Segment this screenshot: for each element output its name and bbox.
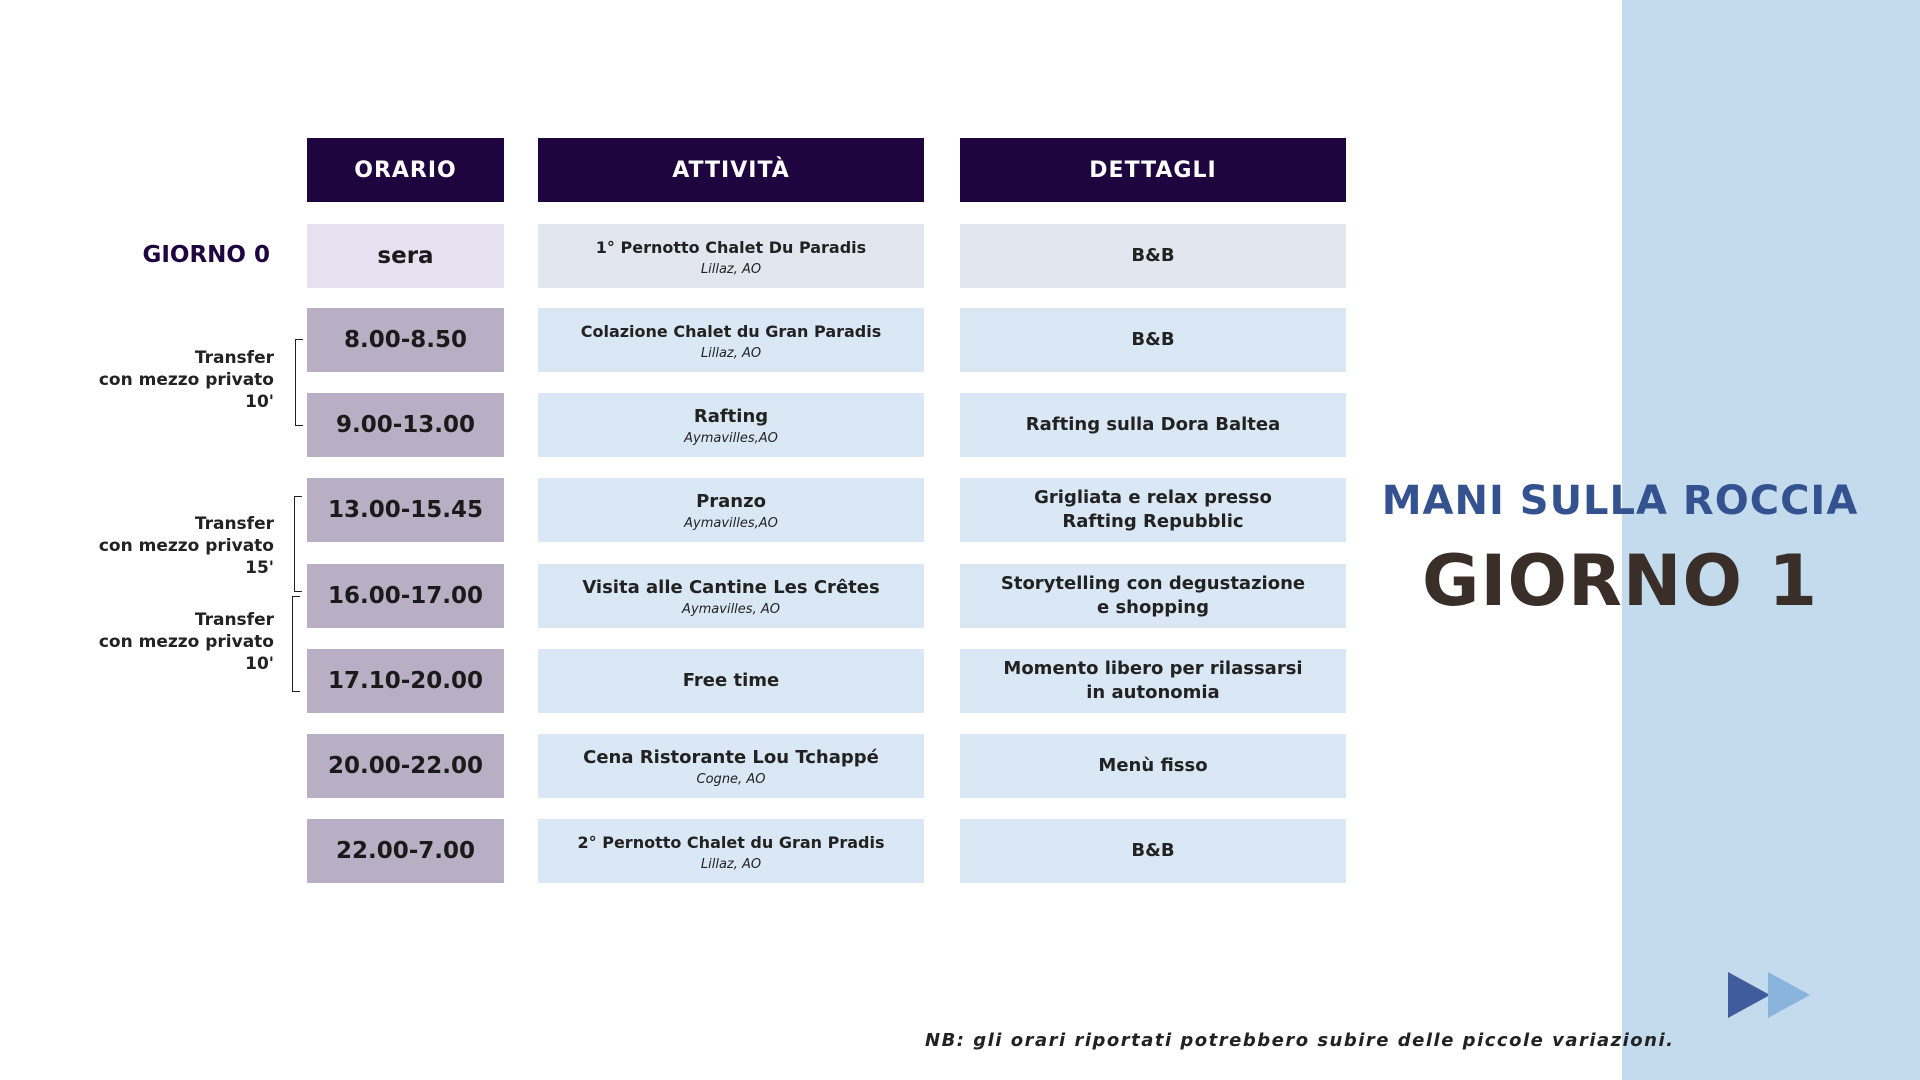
time-cell xyxy=(307,649,504,713)
transfer-line: Transfer xyxy=(194,514,274,534)
day-label: GIORNO 0 xyxy=(142,242,270,268)
activity-name: Rafting xyxy=(693,405,769,427)
transfer-line: 10' xyxy=(245,392,274,412)
time-cell xyxy=(307,224,504,288)
activity-name: Cena Ristorante Lou Tchappé xyxy=(583,746,879,768)
time-text: 9.00-13.00 xyxy=(335,412,476,438)
activity-cell xyxy=(538,478,924,542)
activity-cell xyxy=(538,564,924,628)
details-text: Momento libero per rilassarsi in autonomia xyxy=(1003,658,1303,703)
details-cell xyxy=(960,393,1346,457)
transfer-line: con mezzo privato xyxy=(98,536,274,556)
time-text: 13.00-15.45 xyxy=(327,497,484,523)
time-cell xyxy=(307,478,504,542)
header-orario: ORARIO xyxy=(307,138,504,202)
activity-name: Colazione Chalet du Gran Paradis xyxy=(580,321,882,341)
details-cell xyxy=(960,649,1346,713)
activity-cell xyxy=(538,649,924,713)
header-attivita: ATTIVITÀ xyxy=(538,138,924,202)
time-text: 16.00-17.00 xyxy=(327,583,484,609)
activity-location: Lillaz, AO xyxy=(700,261,762,277)
activity-location: Lillaz, AO xyxy=(700,345,762,361)
details-cell xyxy=(960,308,1346,372)
transfer-line: 10' xyxy=(245,654,274,674)
activity-location: Aymavilles,AO xyxy=(684,430,778,446)
details-text: B&B xyxy=(1131,840,1175,861)
details-text: Storytelling con degustazione e shopping xyxy=(1000,573,1306,618)
transfer-line: con mezzo privato xyxy=(98,632,274,652)
time-cell xyxy=(307,819,504,883)
transfer-bracket xyxy=(295,339,303,426)
transfer-note xyxy=(99,347,274,413)
time-text: 22.00-7.00 xyxy=(335,838,476,864)
details-cell xyxy=(960,734,1346,798)
activity-name: Free time xyxy=(682,670,780,691)
activity-location: Cogne, AO xyxy=(696,771,766,787)
transfer-line: Transfer xyxy=(194,610,274,630)
time-text: 20.00-22.00 xyxy=(327,753,484,779)
activity-name: 1° Pernotto Chalet Du Paradis xyxy=(595,237,867,257)
time-cell xyxy=(307,393,504,457)
title-subtitle: MANI SULLA ROCCIA xyxy=(1381,478,1859,524)
time-cell xyxy=(307,308,504,372)
time-text: sera xyxy=(377,243,434,269)
time-text: 17.10-20.00 xyxy=(327,668,484,694)
details-cell xyxy=(960,564,1346,628)
activity-location: Aymavilles, AO xyxy=(682,601,780,617)
activity-cell xyxy=(538,308,924,372)
activity-name: Pranzo xyxy=(696,490,766,512)
activity-name: Visita alle Cantine Les Crêtes xyxy=(582,576,880,598)
activity-cell xyxy=(538,734,924,798)
transfer-note xyxy=(99,609,274,675)
details-text: B&B xyxy=(1131,329,1175,350)
time-cell xyxy=(307,734,504,798)
activity-cell xyxy=(538,819,924,883)
time-text: 8.00-8.50 xyxy=(343,327,468,353)
activity-name: 2° Pernotto Chalet du Gran Pradis xyxy=(577,832,885,852)
details-text: B&B xyxy=(1131,245,1175,266)
fast-forward-icon[interactable] xyxy=(1728,970,1812,1020)
transfer-line: 15' xyxy=(245,558,274,578)
transfer-bracket xyxy=(292,596,300,692)
title-main: GIORNO 1 xyxy=(1421,540,1819,622)
activity-cell xyxy=(538,224,924,288)
details-cell xyxy=(960,819,1346,883)
time-cell xyxy=(307,564,504,628)
details-text: Rafting sulla Dora Baltea xyxy=(1025,414,1281,435)
transfer-line: con mezzo privato xyxy=(98,370,274,390)
activity-cell xyxy=(538,393,924,457)
details-cell xyxy=(960,224,1346,288)
footer-note: NB: gli orari riportati potrebbero subire delle piccole variazioni. xyxy=(925,1030,1675,1051)
activity-location: Lillaz, AO xyxy=(700,856,762,872)
header-dettagli: DETTAGLI xyxy=(960,138,1346,202)
transfer-note xyxy=(99,513,274,579)
activity-location: Aymavilles,AO xyxy=(684,515,778,531)
details-cell xyxy=(960,478,1346,542)
transfer-line: Transfer xyxy=(194,348,274,368)
details-text: Grigliata e relax presso Rafting Repubblic xyxy=(1034,487,1272,532)
transfer-bracket xyxy=(294,496,302,592)
details-text: Menù fisso xyxy=(1098,755,1208,776)
